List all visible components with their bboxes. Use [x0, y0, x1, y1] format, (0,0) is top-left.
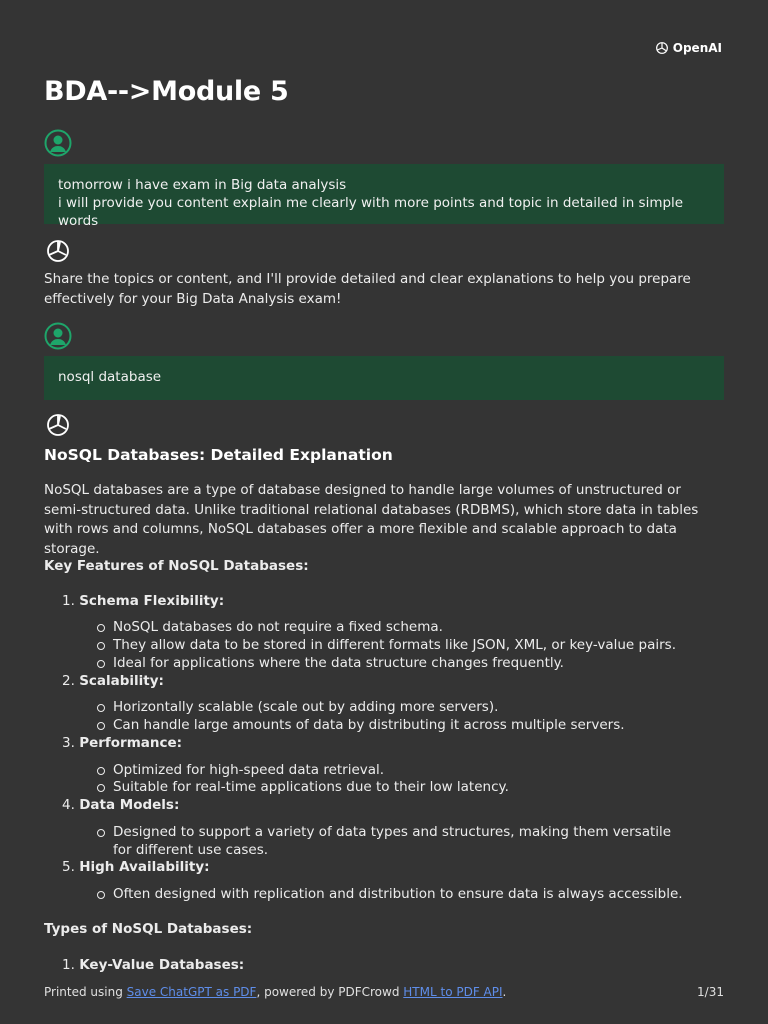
user-message — [44, 356, 724, 400]
list-item: Ideal for applications where the data structure changes frequently. — [113, 655, 564, 671]
list-number: 5. High Availability: — [62, 859, 210, 875]
logo-text: OpenAI — [672, 41, 722, 55]
list-number: 1. Key-Value Databases: — [62, 957, 245, 973]
openai-icon — [654, 40, 670, 56]
bullet-icon — [97, 722, 105, 730]
html-to-pdf-link[interactable]: HTML to PDF API — [403, 985, 503, 999]
bullet-icon — [97, 660, 105, 668]
bullet-icon — [97, 784, 105, 792]
chatgpt-icon — [44, 411, 72, 439]
list-number: 1. Schema Flexibility: — [62, 593, 225, 609]
page-number: 1/31 — [697, 985, 724, 999]
bullet-icon — [97, 704, 105, 712]
list-item: Designed to support a variety of data types and structures, making them versatile for different use cases. — [113, 824, 672, 858]
user-avatar-icon — [44, 322, 72, 350]
user-message-line: tomorrow i have exam in Big data analysis — [58, 177, 347, 193]
user-message-line: nosql database — [58, 369, 162, 385]
user-message-line: i will provide you content explain me clearly with more points and topic in detailed in simple words — [58, 195, 684, 229]
list-item: They allow data to be stored in different formats like JSON, XML, or key-value pairs. — [113, 637, 676, 653]
bullet-icon — [97, 767, 105, 775]
footer-credit: Printed using Save ChatGPT as PDF, powered by PDFCrowd HTML to PDF API. — [44, 985, 507, 999]
list-item: Horizontally scalable (scale out by adding more servers). — [113, 699, 499, 715]
answer-heading: NoSQL Databases: Detailed Explanation — [44, 446, 393, 464]
types-heading: Types of NoSQL Databases: — [44, 921, 253, 937]
user-message — [44, 164, 724, 229]
list-item: Can handle large amounts of data by distributing it across multiple servers. — [113, 717, 625, 733]
user-avatar-icon — [44, 129, 72, 157]
list-item: NoSQL databases do not require a fixed schema. — [113, 619, 443, 635]
save-chatgpt-link[interactable]: Save ChatGPT as PDF — [126, 985, 257, 999]
list-item: Optimized for high-speed data retrieval. — [113, 762, 385, 778]
bullet-icon — [97, 624, 105, 632]
bullet-icon — [97, 891, 105, 899]
list-number: 2. Scalability: — [62, 673, 164, 689]
list-number: 4. Data Models: — [62, 797, 180, 813]
page-title: BDA-->Module 5 — [44, 76, 289, 107]
bullet-icon — [97, 829, 105, 837]
openai-logo — [654, 40, 722, 56]
assistant-message: Share the topics or content, and I'll provide detailed and clear explanations to help you prepare effectively for your Big Data Analysis exam! — [44, 271, 691, 307]
list-number: 3. Performance: — [62, 735, 183, 751]
list-item: Often designed with replication and distribution to ensure data is always accessible. — [113, 886, 683, 902]
footer — [44, 985, 724, 999]
answer-intro: NoSQL databases are a type of database designed to handle large volumes of unstructured or semi-structured data. Unlike traditional relational databases (RDBMS), which store data in tables with rows and columns, NoSQL databases offer a more flexible and scalable approach to data storage. — [44, 482, 699, 557]
list-item: Suitable for real-time applications due to their low latency. — [113, 779, 509, 795]
bullet-icon — [97, 642, 105, 650]
chatgpt-icon — [44, 237, 72, 265]
features-heading: Key Features of NoSQL Databases: — [44, 558, 309, 574]
